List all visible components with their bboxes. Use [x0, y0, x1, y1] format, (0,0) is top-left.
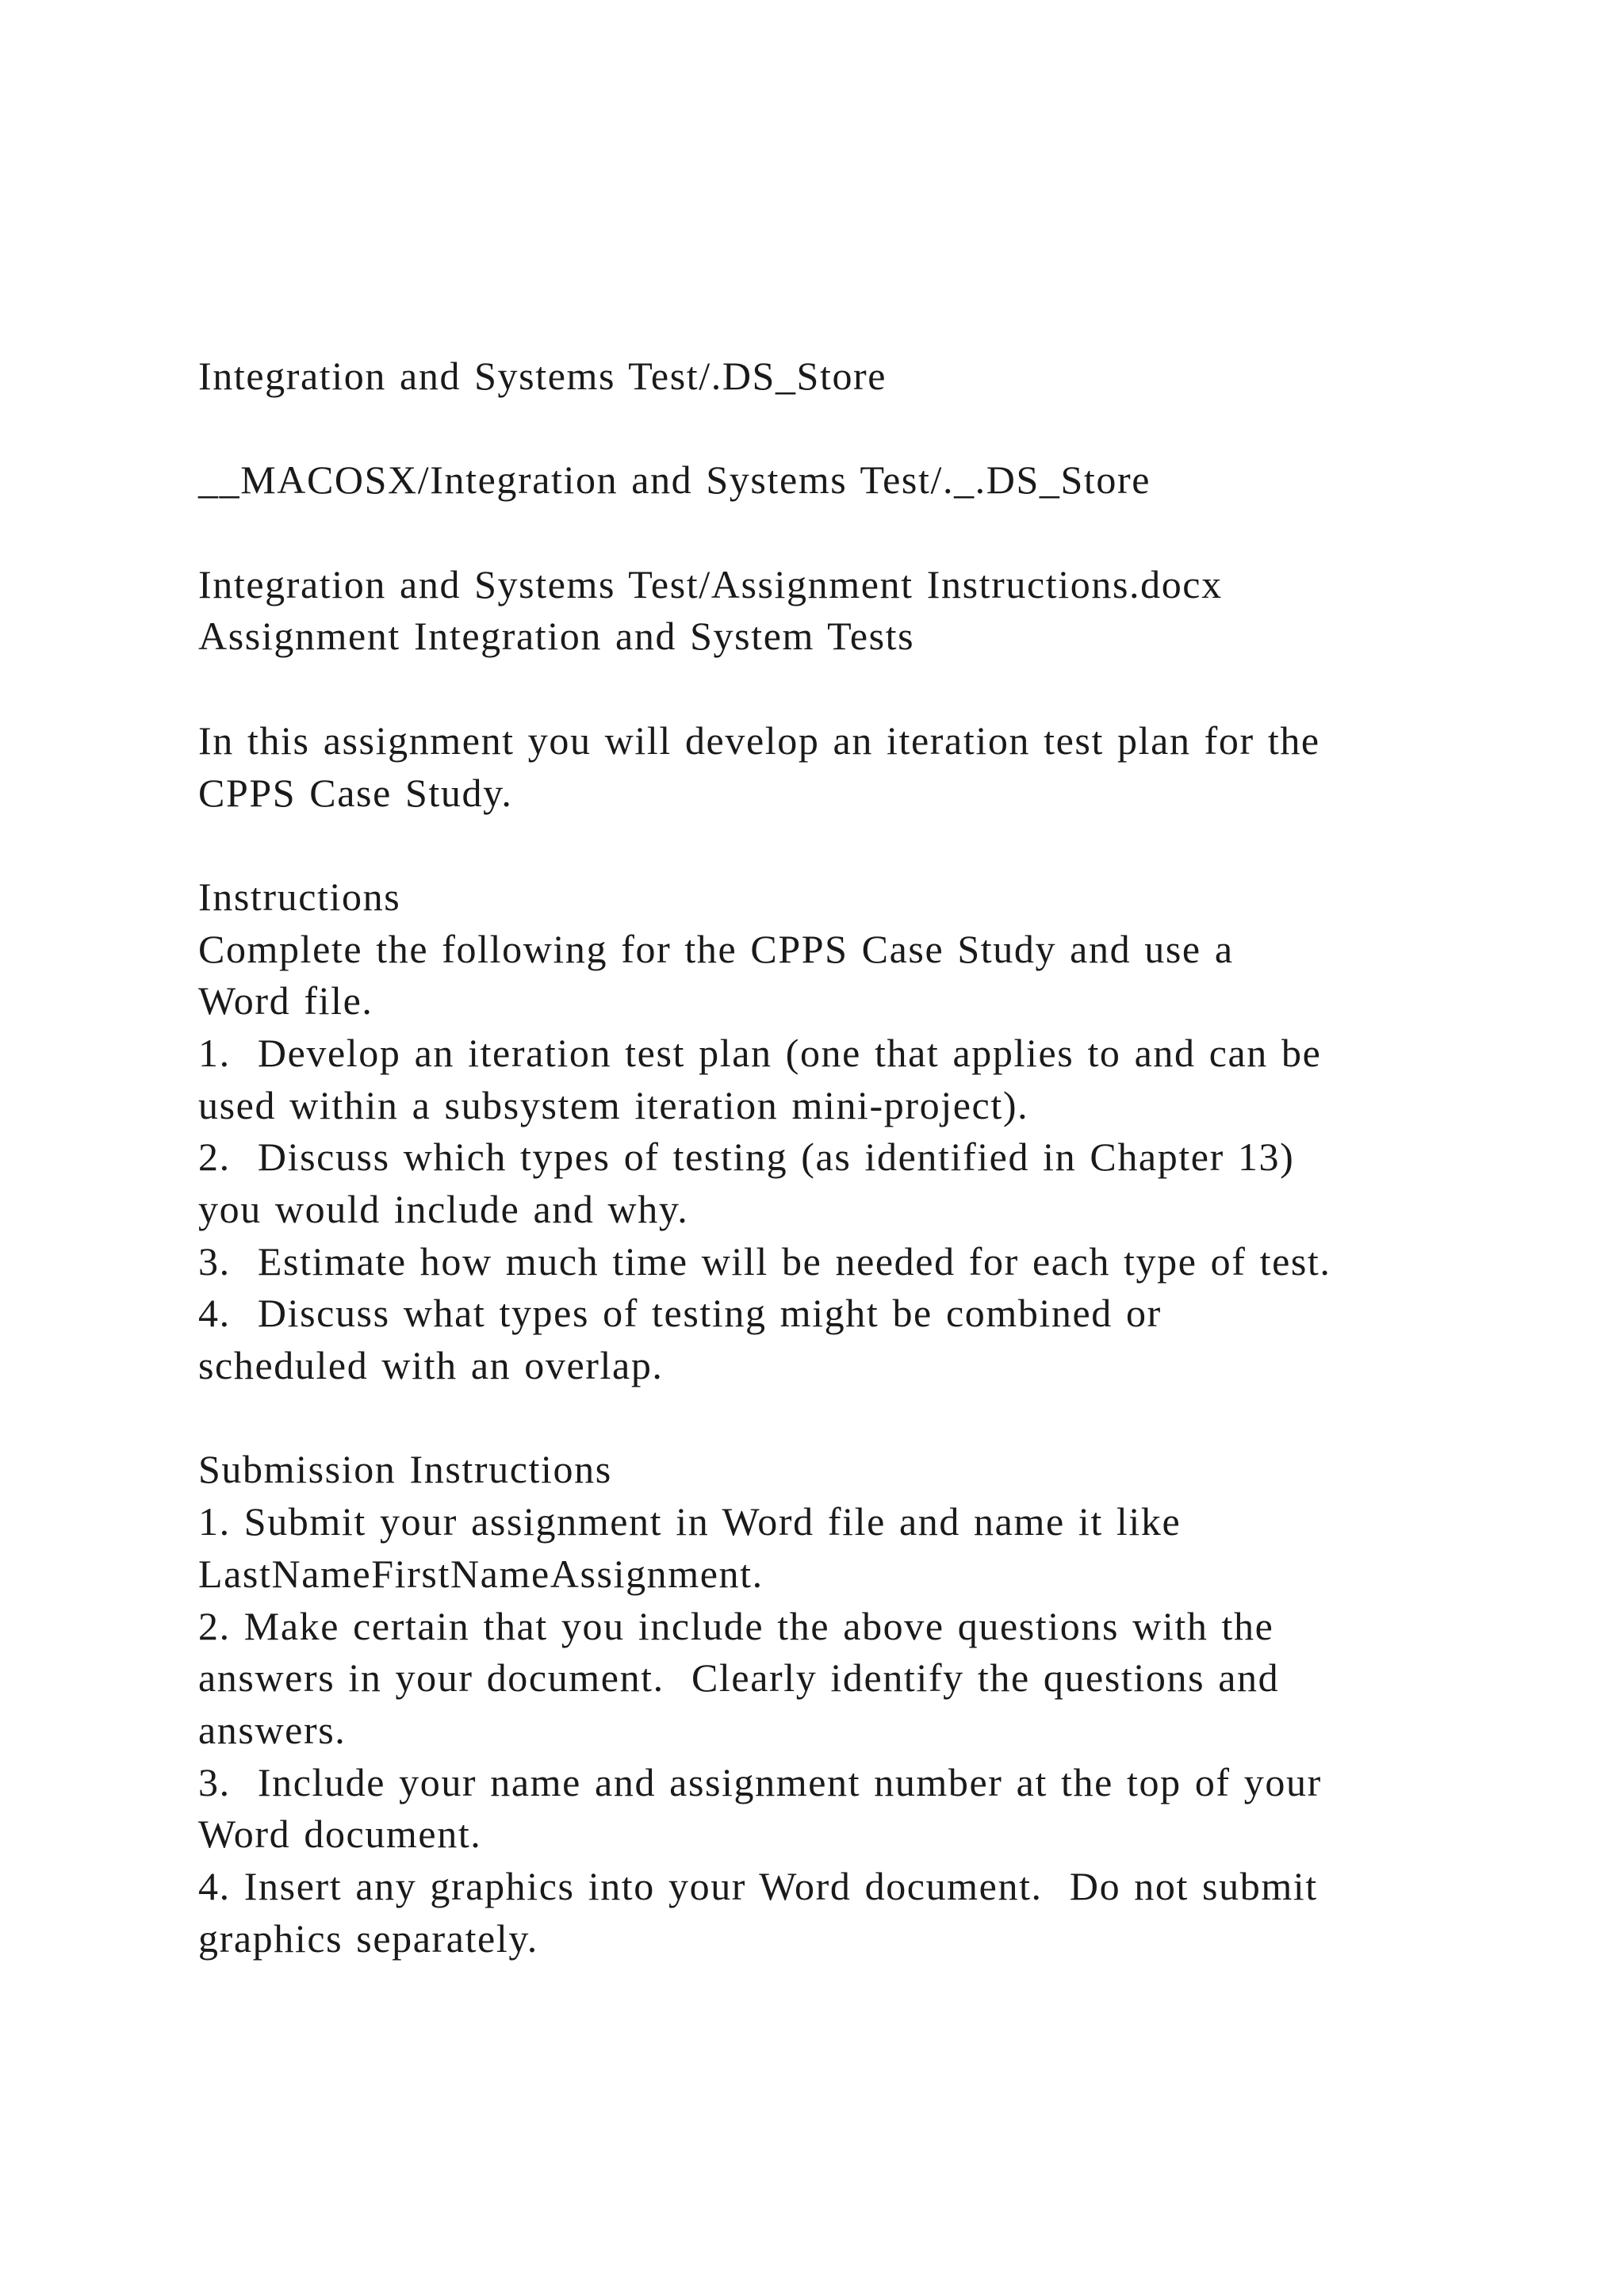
- text-line: 4. Insert any graphics into your Word document. Do not submit: [198, 1863, 1318, 1908]
- text-line: CPPS Case Study.: [198, 770, 513, 815]
- text-line: used within a subsystem iteration mini-project).: [198, 1082, 1029, 1127]
- text-line: scheduled with an overlap.: [198, 1343, 664, 1388]
- text-line: Word document.: [198, 1812, 482, 1857]
- blank-line: [198, 819, 1546, 871]
- text-line: LastNameFirstNameAssignment.: [198, 1551, 764, 1596]
- section-heading: Submission Instructions: [198, 1447, 612, 1492]
- blank-line: [198, 403, 1546, 455]
- text-line: 1. Develop an iteration test plan (one that applies to and can be: [198, 1030, 1322, 1075]
- text-line: Word file.: [198, 978, 373, 1024]
- text-line: __MACOSX/Integration and Systems Test/._.DS_Store: [198, 457, 1151, 503]
- blank-line: [198, 1392, 1546, 1445]
- text-line: 2. Discuss which types of testing (as identified in Chapter 13): [198, 1135, 1295, 1180]
- text-line: graphics separately.: [198, 1915, 538, 1961]
- text-line: 2. Make certain that you include the above questions with the: [198, 1603, 1274, 1648]
- text-line: 3. Include your name and assignment number at the top of your: [198, 1759, 1322, 1804]
- text-line: 4. Discuss what types of testing might be combined or: [198, 1291, 1162, 1336]
- text-line: answers in your document. Clearly identify the questions and: [198, 1655, 1280, 1701]
- text-line: answers.: [198, 1707, 347, 1752]
- text-line: you would include and why.: [198, 1187, 689, 1231]
- document-body: [198, 350, 1546, 1965]
- blank-line: [198, 507, 1546, 559]
- text-line: 3. Estimate how much time will be needed for each type of test.: [198, 1238, 1331, 1284]
- section-heading: Instructions: [198, 874, 401, 919]
- text-line: Integration and Systems Test/.DS_Store: [198, 354, 887, 398]
- text-line: 1. Submit your assignment in Word file and name it like: [198, 1499, 1182, 1544]
- text-line: Complete the following for the CPPS Case Study and use a: [198, 926, 1234, 971]
- text-line: Integration and Systems Test/Assignment Instructions.docx: [198, 561, 1223, 607]
- text-line: Assignment Integration and System Tests: [198, 614, 915, 659]
- blank-line: [198, 663, 1546, 715]
- text-line: In this assignment you will develop an iteration test plan for the: [198, 718, 1320, 763]
